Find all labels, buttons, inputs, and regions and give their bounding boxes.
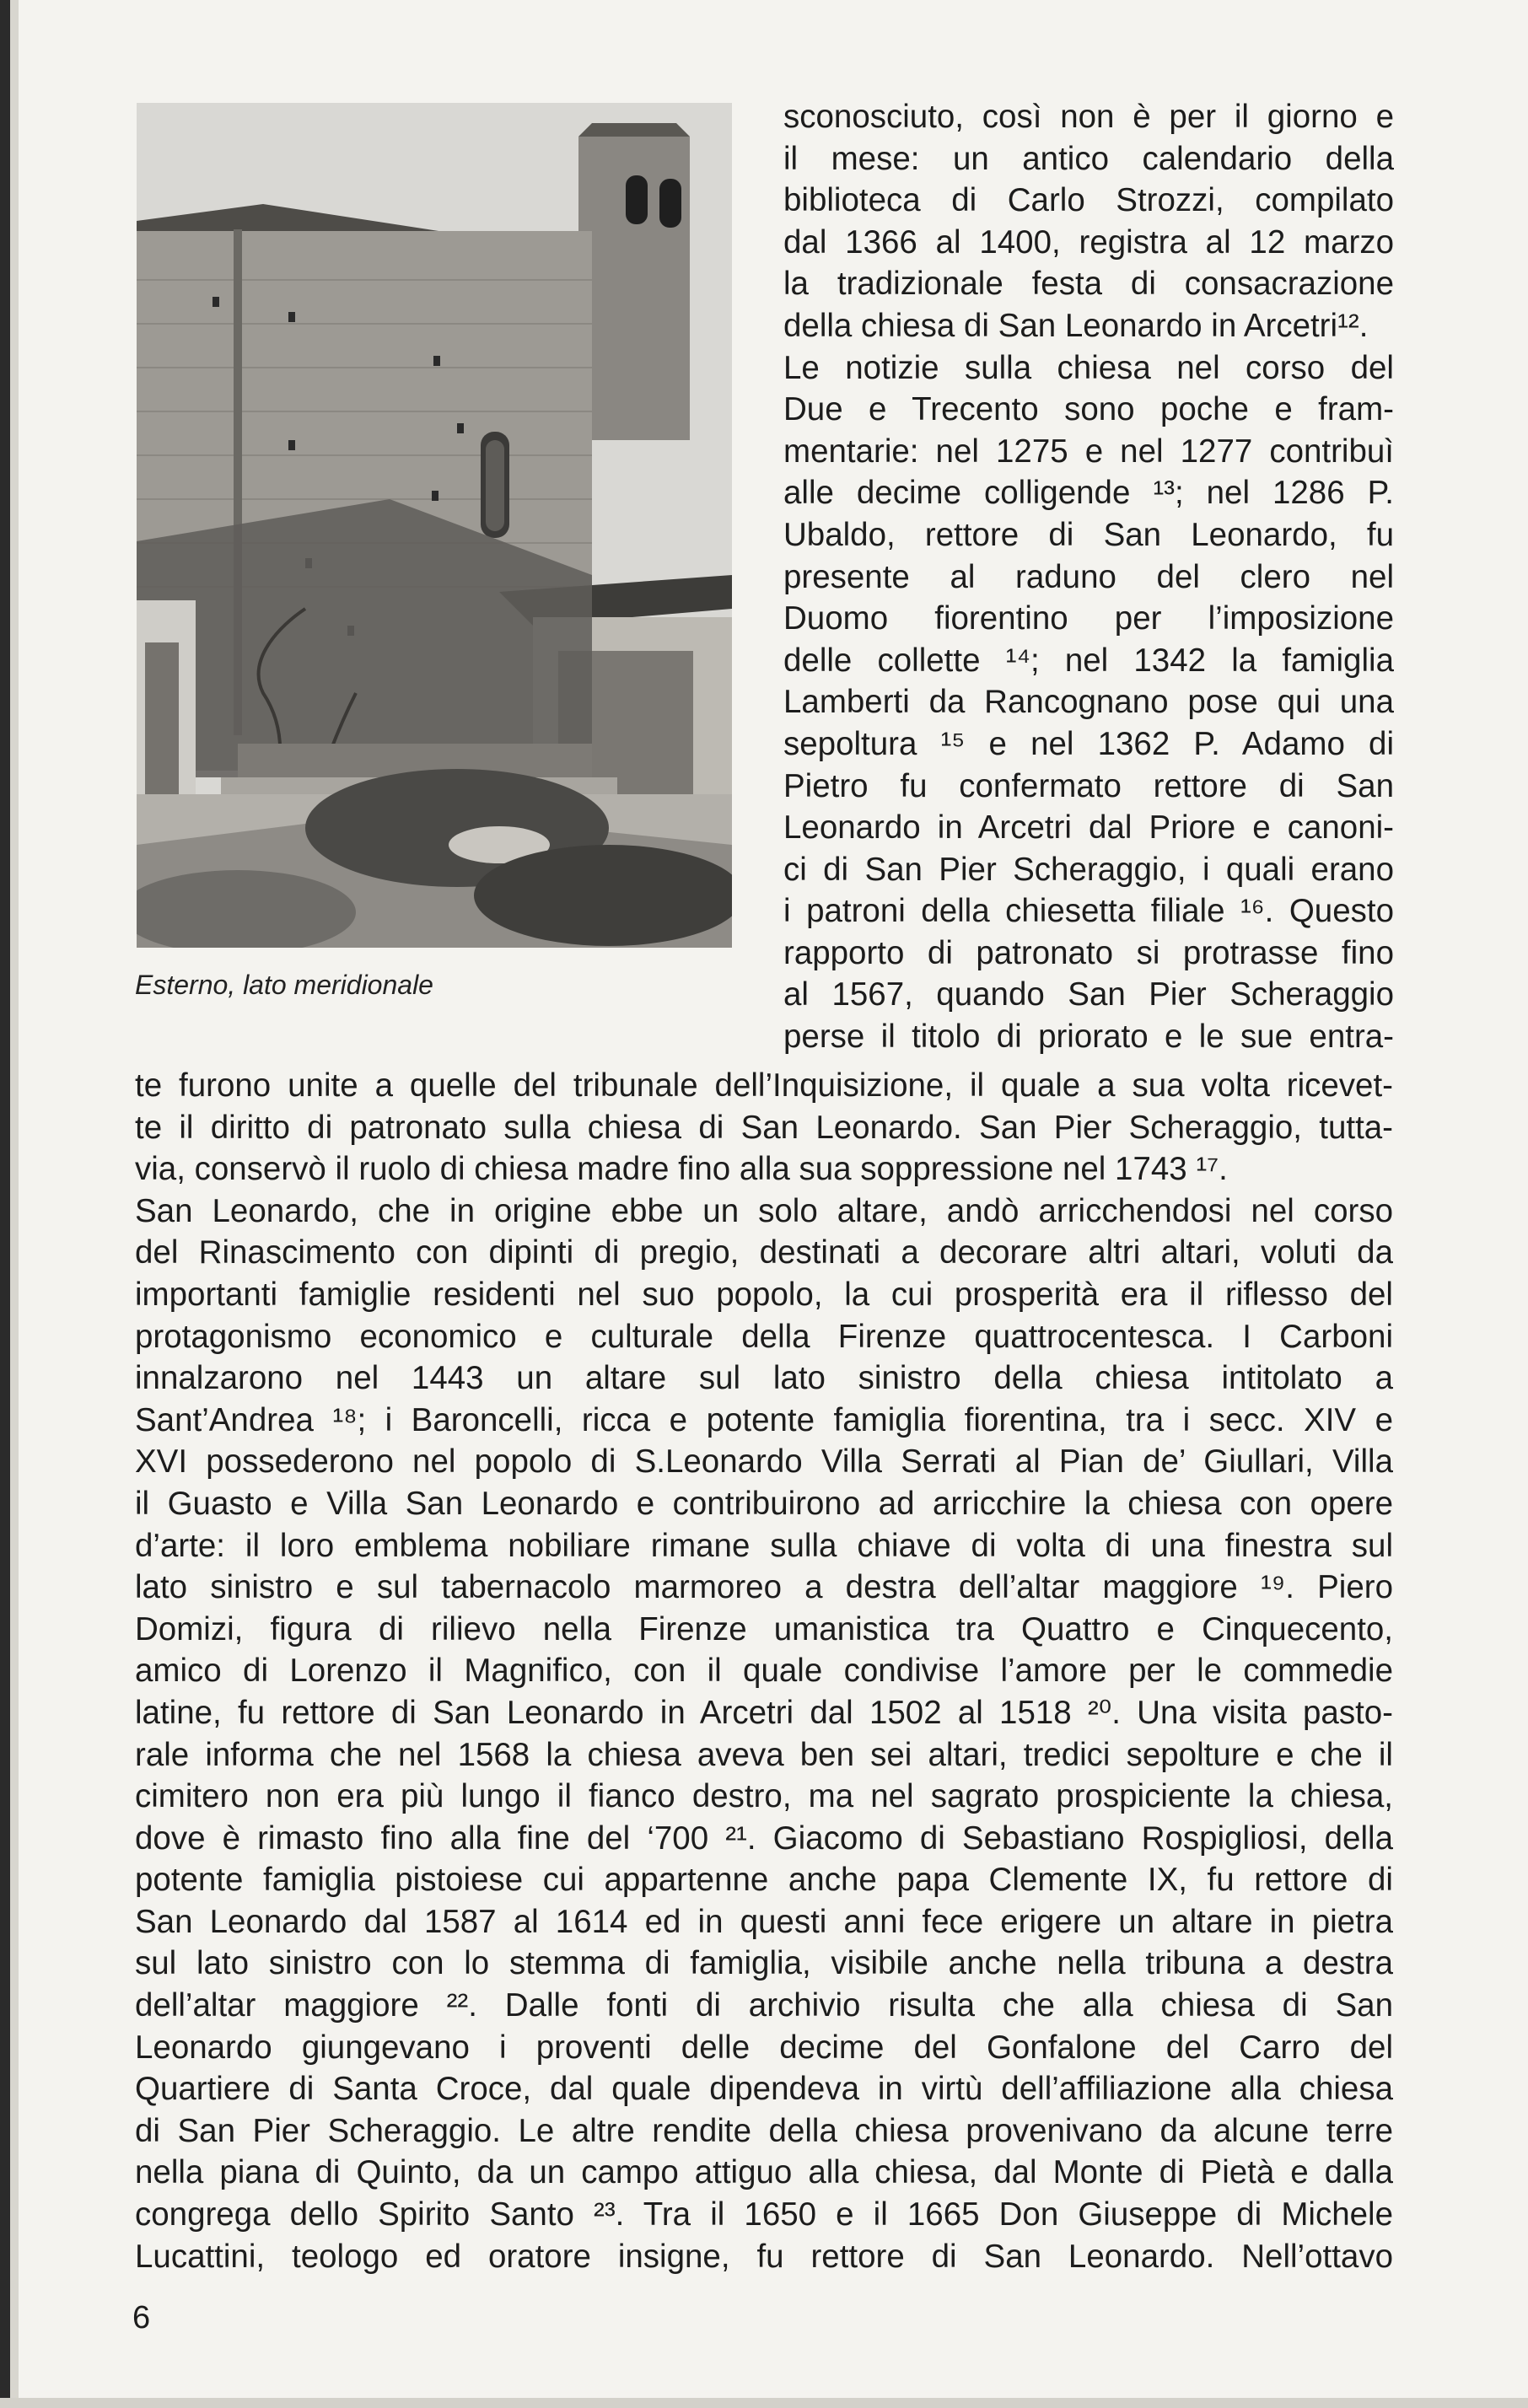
text-line: amico di Lorenzo il Magnifico, con il quale condivise l’amore per le commedie <box>135 1653 1393 1690</box>
text-line: rale informa che nel 1568 la chiesa aveva ben sei altari, tredici sepolture e che il <box>135 1736 1393 1773</box>
text-line: San Leonardo dal 1587 al 1614 ed in questi anni fece erigere un altare in pietra <box>135 1903 1393 1940</box>
text-line: i patroni della chiesetta filiale ¹⁶. Questo <box>783 893 1394 930</box>
full-width-text <box>135 1065 1393 2277</box>
text-line: San Leonardo, che in origine ebbe un solo altare, andò arricchendosi nel corso <box>135 1192 1393 1229</box>
text-line: nella piana di Quinto, da un campo attiguo alla chiesa, dal Monte di Pietà e dalla <box>135 2154 1393 2191</box>
text-line: la tradizionale festa di consacrazione <box>783 266 1394 303</box>
text-line: alle decime colligende ¹³; nel 1286 P. <box>783 475 1394 512</box>
page-spine-shadow <box>0 0 10 2408</box>
text-line: ci di San Pier Scheraggio, i quali erano <box>783 851 1394 888</box>
text-line: te furono unite a quelle del tribunale dell’Inquisizione, il quale a sua volta ricevet- <box>135 1067 1393 1104</box>
text-line: biblioteca di Carlo Strozzi, compilato <box>783 182 1394 219</box>
right-column-text <box>783 96 1394 1058</box>
text-line: Pietro fu confermato rettore di San <box>783 767 1394 804</box>
text-line: Due e Trecento sono poche e fram- <box>783 391 1394 428</box>
text-line: il Guasto e Villa San Leonardo e contribuirono ad arricchire la chiesa con opere <box>135 1485 1393 1522</box>
text-line: lato sinistro e sul tabernacolo marmoreo a destra dell’altar maggiore ¹⁹. Piero <box>135 1569 1393 1606</box>
text-line: d’arte: il loro emblema nobiliare rimane sulla chiave di volta di una finestra sul <box>135 1527 1393 1564</box>
text-line: te il diritto di patronato sulla chiesa di San Leonardo. San Pier Scheraggio, tutta- <box>135 1109 1393 1146</box>
text-line: potente famiglia pistoiese cui appartenne anche papa Clemente IX, fu rettore di <box>135 1862 1393 1899</box>
text-line: sul lato sinistro con lo stemma di famiglia, visibile anche nella tribuna a destra <box>135 1945 1393 1982</box>
text-line: dell’altar maggiore ²². Dalle fonti di archivio risulta che alla chiesa di San <box>135 1987 1393 2024</box>
page-spine-edge <box>10 0 19 2408</box>
text-line: Leonardo in Arcetri dal Priore e canoni- <box>783 809 1394 847</box>
text-line: perse il titolo di priorato e le sue entra- <box>783 1019 1394 1056</box>
text-line: Quartiere di Santa Croce, dal quale dipendeva in virtù dell’affiliazione alla chiesa <box>135 2071 1393 2108</box>
text-line: Sant’Andrea ¹⁸; i Baroncelli, ricca e potente famiglia fiorentina, tra i secc. XIV e <box>135 1401 1393 1438</box>
text-line: Lamberti da Rancognano pose qui una <box>783 684 1394 721</box>
text-line: mentarie: nel 1275 e nel 1277 contribuì <box>783 433 1394 470</box>
text-line: rapporto di patronato si protrasse fino <box>783 934 1394 971</box>
text-line: Ubaldo, rettore di San Leonardo, fu <box>783 516 1394 553</box>
page-number: 6 <box>132 2300 151 2335</box>
text-line: dove è rimasto fino alla fine del ‘700 ²¹. Giacomo di Sebastiano Rospigliosi, della <box>135 1819 1393 1857</box>
text-line: presente al raduno del clero nel <box>783 558 1394 595</box>
text-line: Le notizie sulla chiesa nel corso del <box>783 349 1394 386</box>
text-line: cimitero non era più lungo il fianco destro, ma nel sagrato prospiciente la chiesa, <box>135 1778 1393 1815</box>
figure-caption: Esterno, lato meridionale <box>135 970 433 1000</box>
text-line: latine, fu rettore di San Leonardo in Arcetri dal 1502 al 1518 ²⁰. Una visita pasto- <box>135 1694 1393 1731</box>
text-line: il mese: un antico calendario della <box>783 140 1394 177</box>
text-line: XVI possederono nel popolo di S.Leonardo Villa Serrati al Pian de’ Giullari, Villa <box>135 1443 1393 1481</box>
text-line: innalzarono nel 1443 un altare sul lato sinistro della chiesa intitolato a <box>135 1360 1393 1397</box>
text-line: Leonardo giungevano i proventi delle decime del Gonfalone del Carro del <box>135 2029 1393 2066</box>
church-exterior-photo <box>137 103 732 948</box>
text-line: di San Pier Scheraggio. Le altre rendite della chiesa provenivano da alcune terre <box>135 2112 1393 2149</box>
text-line: del Rinascimento con dipinti di pregio, destinati a decorare altri altari, voluti da <box>135 1234 1393 1271</box>
text-line: dal 1366 al 1400, registra al 12 marzo <box>783 223 1394 261</box>
text-line: protagonismo economico e culturale della Firenze quattrocentesca. I Carboni <box>135 1318 1393 1355</box>
text-line: Duomo fiorentino per l’imposizione <box>783 600 1394 637</box>
text-line: Lucattini, teologo ed oratore insigne, fu rettore di San Leonardo. Nell’ottavo <box>135 2238 1393 2275</box>
text-line: al 1567, quando San Pier Scheraggio <box>783 976 1394 1013</box>
text-line: congrega dello Spirito Santo ²³. Tra il 1650 e il 1665 Don Giuseppe di Michele <box>135 2196 1393 2233</box>
text-line: Domizi, figura di rilievo nella Firenze umanistica tra Quattro e Cinquecento, <box>135 1610 1393 1647</box>
text-line: sepoltura ¹⁵ e nel 1362 P. Adamo di <box>783 725 1394 762</box>
text-line: delle collette ¹⁴; nel 1342 la famiglia <box>783 642 1394 679</box>
text-line: della chiesa di San Leonardo in Arcetri¹². <box>783 307 1369 344</box>
text-line: sconosciuto, così non è per il giorno e <box>783 99 1394 135</box>
text-line: via, conservò il ruolo di chiesa madre fino alla sua soppressione nel 1743 ¹⁷. <box>135 1151 1228 1188</box>
text-line: importanti famiglie residenti nel suo popolo, la cui prosperità era il riflesso del <box>135 1276 1393 1313</box>
page-bottom-edge <box>0 2398 1528 2408</box>
